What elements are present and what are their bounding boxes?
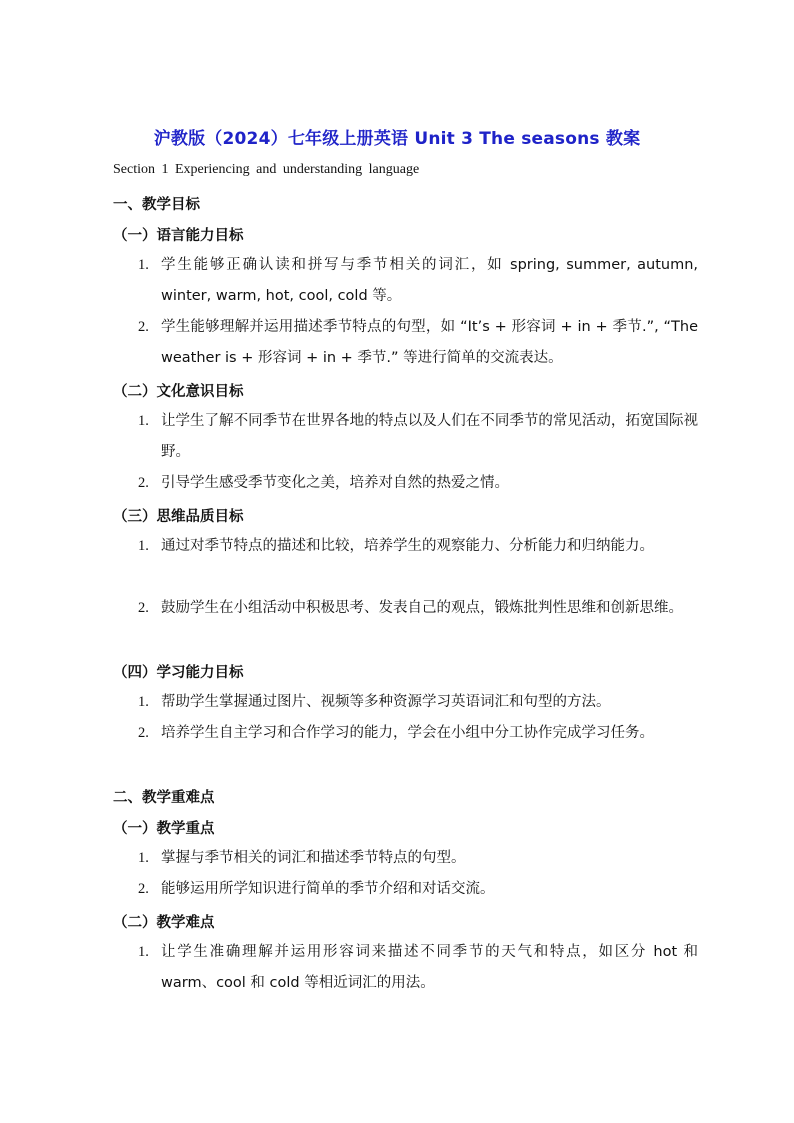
list-number: 2. <box>138 319 149 335</box>
heading-focus: （一）教学重点 <box>113 821 215 837</box>
list-item <box>138 531 698 562</box>
list-item <box>138 718 698 749</box>
list-number: 1. <box>138 944 149 960</box>
document-title: 沪教版（2024）七年级上册英语 Unit 3 The seasons 教案 <box>153 129 641 149</box>
list-text: 掌握与季节相关的词汇和描述季节特点的句型。 <box>161 850 466 866</box>
heading-language-objectives: （一）语言能力目标 <box>113 228 244 244</box>
heading-culture-objectives: （二）文化意识目标 <box>113 384 244 400</box>
list-text: 能够运用所学知识进行简单的季节介绍和对话交流。 <box>161 881 495 897</box>
list-item <box>138 593 698 624</box>
list-text: 学生能够正确认读和拼写与季节相关的词汇，如 spring, summer, autumn, winter, warm, hot, cool, cold 等。 <box>161 257 698 304</box>
heading-difficulty: （二）教学难点 <box>113 915 215 931</box>
list-text: 让学生准确理解并运用形容词来描述不同季节的天气和特点，如区分 hot 和 warm、cool 和 cold 等相近词汇的用法。 <box>161 944 698 991</box>
heading-key-points: 二、教学重难点 <box>113 790 215 806</box>
list-text: 引导学生感受季节变化之美，培养对自然的热爱之情。 <box>161 475 509 491</box>
list-item <box>138 874 698 905</box>
heading-learning-objectives: （四）学习能力目标 <box>113 665 244 681</box>
list-item <box>138 937 698 999</box>
list-number: 1. <box>138 694 149 710</box>
list-item <box>138 843 698 874</box>
list-item <box>138 406 698 468</box>
list-item <box>138 687 698 718</box>
list-number: 2. <box>138 475 149 491</box>
list-number: 1. <box>138 850 149 866</box>
heading-thinking-objectives: （三）思维品质目标 <box>113 509 244 525</box>
list-text: 帮助学生掌握通过图片、视频等多种资源学习英语词汇和句型的方法。 <box>161 694 611 710</box>
list-number: 1. <box>138 413 149 429</box>
list-number: 2. <box>138 600 149 616</box>
section-line: Section 1 Experiencing and understanding language <box>113 162 420 177</box>
list-number: 2. <box>138 725 149 741</box>
list-text: 让学生了解不同季节在世界各地的特点以及人们在不同季节的常见活动，拓宽国际视野。 <box>161 413 698 460</box>
list-item <box>138 468 698 499</box>
list-item <box>138 312 698 374</box>
list-item <box>138 250 698 312</box>
list-text: 学生能够理解并运用描述季节特点的句型，如 “It’s + 形容词 + in + 季节.”, “The weather is + 形容词 + in + 季节.” 等进行简单的交流表达。 <box>161 319 698 366</box>
list-text: 通过对季节特点的描述和比较，培养学生的观察能力、分析能力和归纳能力。 <box>161 538 654 554</box>
heading-objectives: 一、教学目标 <box>113 197 200 213</box>
list-number: 2. <box>138 881 149 897</box>
list-text: 鼓励学生在小组活动中积极思考、发表自己的观点，锻炼批判性思维和创新思维。 <box>161 600 683 616</box>
list-number: 1. <box>138 538 149 554</box>
list-number: 1. <box>138 257 149 273</box>
list-text: 培养学生自主学习和合作学习的能力，学会在小组中分工协作完成学习任务。 <box>161 725 654 741</box>
